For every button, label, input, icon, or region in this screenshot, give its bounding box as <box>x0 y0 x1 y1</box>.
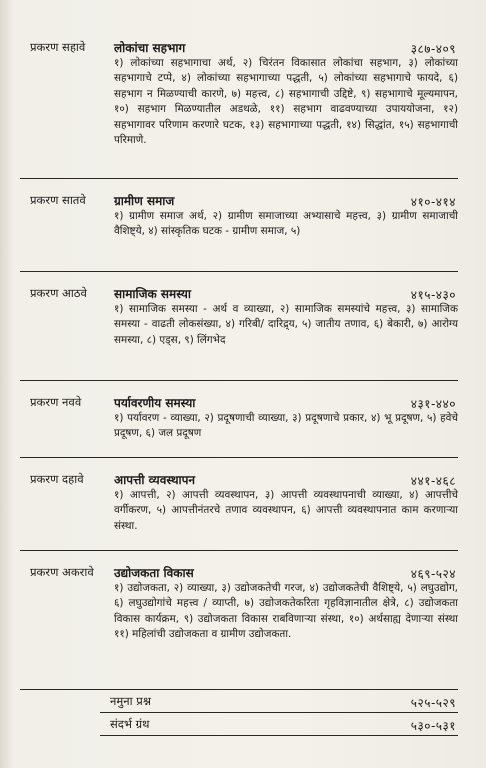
chapter-pages: ३८७-४०९ <box>410 42 456 56</box>
chapter-title: सामाजिक समस्या <box>114 287 191 301</box>
chapter-8 <box>20 280 458 381</box>
chapter-label: प्रकरण अकरावे <box>30 565 94 579</box>
chapter-label: प्रकरण सहावे <box>30 40 86 54</box>
chapter-title: उद्योजकता विकास <box>114 566 194 580</box>
references-row <box>100 713 458 736</box>
chapter-11 <box>20 559 458 690</box>
chapter-10 <box>20 466 458 551</box>
footer-label: नमुना प्रश्न <box>110 694 151 708</box>
chapter-title: लोकांचा सहभाग <box>114 41 186 55</box>
chapter-title: पर्यावरणीय समस्या <box>114 396 196 410</box>
top-margin <box>0 0 486 34</box>
chapter-label: प्रकरण दहावे <box>30 472 84 486</box>
chapter-description: १) ग्रामीण समाज अर्थ, २) ग्रामीण समाजाच्या अभ्यासाचे महत्त्व, ३) ग्रामीण समाजाची वैशिष्ट्ये, ४) सांस्कृतिक घटक - ग्रामीण समाज, ५) <box>114 210 458 238</box>
chapter-pages: ४१०-४१४ <box>410 195 456 209</box>
chapter-label: प्रकरण आठवे <box>30 286 87 300</box>
chapter-6 <box>20 34 458 179</box>
chapter-title: आपत्ती व्यवस्थापन <box>114 473 196 487</box>
chapter-pages: ४६९-५२४ <box>410 567 456 581</box>
chapter-description: १) पर्यावरण - व्याख्या, २) प्रदूषणाची व्याख्या, ३) प्रदूषणाचे प्रकार, ४) भू प्रदूषण, ५) हवेचे प्रदूषण, ६) जल प्रदूषण <box>114 412 458 440</box>
footer-pages: ५२५-५२९ <box>410 696 456 710</box>
chapter-pages: ४१५-४३० <box>410 288 456 302</box>
chapter-label: प्रकरण नववे <box>30 395 82 409</box>
chapter-pages: ४३१-४४० <box>410 397 456 411</box>
sample-questions-row <box>100 690 458 713</box>
chapter-label: प्रकरण सातवे <box>30 193 86 207</box>
footer-label: संदर्भ ग्रंथ <box>110 717 150 731</box>
chapter-description: १) आपत्ती, २) आपत्ती व्यवस्थापन, ३) आपत्ती व्यवस्थापनाची व्याख्या, ४) आपत्तीचे वर्गीकरण, ५) आपत्तीनंतरचे तणाव व्यवस्थापन, ६) आपत्ती व्यवस्थापनात काम करणाऱ्या संस्था. <box>114 489 458 532</box>
chapter-description: १) उद्योजकता, २) व्याख्या, ३) उद्योजकतेची गरज, ४) उद्योजकतेची वैशिष्ट्ये, ५) लघुउद्योग, ६) लघुउद्योगांचे महत्त्व / व्याप्ती, ७) उद्योजकतेकरिता गृहविज्ञानातील क्षेत्रे, ८) उद्योजकता विकास कार्यक्रम, ९) उद्योजकता विकास राबविणाऱ्या संस्था, १०) अर्थसाह्य देणाऱ्या संस्था ११) महिलांची उद्योजकता व ग्रामीण उद्योजकता. <box>114 582 458 641</box>
chapter-description: १) लोकांच्या सहभागाचा अर्थ, २) चिरंतन विकासात लोकांचा सहभाग, ३) लोकांच्या सहभागाचे टप्पे, ४) लोकांच्या सहभागाच्या पद्धती, ५) लोकांच्या सहभागाचे फायदे, ६) सहभाग न मिळण्याची कारणे, ७) महत्त्व, ८) सहभागाची उद्दिष्टे, ९) सहभागाचे मूल्यमापन, १०) सहभाग मिळण्यातील अडथळे, ११) सहभाग वाढवण्याच्या उपाययोजना, १२) सहभागावर परिणाम करणारे घटक, १३) सहभागाच्या पद्धती, १४) सिद्धांत, १५) सहभागाची परिमाणे. <box>114 57 458 147</box>
chapter-7 <box>20 187 458 272</box>
chapter-title: ग्रामीण समाज <box>114 194 175 208</box>
chapter-pages: ४४१-४६८ <box>410 474 456 488</box>
chapter-description: १) सामाजिक समस्या - अर्थ व व्याख्या, २) सामाजिक समस्यांचे महत्त्व, ३) सामाजिक समस्या - वाढती लोकसंख्या, ४) गरिबी/ दारिद्र्य, ५) जातीय तणाव, ६) बेकारी, ७) आरोग्य समस्या, ८) एड्स, ९) लिंगभेद <box>114 303 458 346</box>
chapter-9 <box>20 389 458 458</box>
footer-pages: ५३०-५३१ <box>410 719 456 733</box>
